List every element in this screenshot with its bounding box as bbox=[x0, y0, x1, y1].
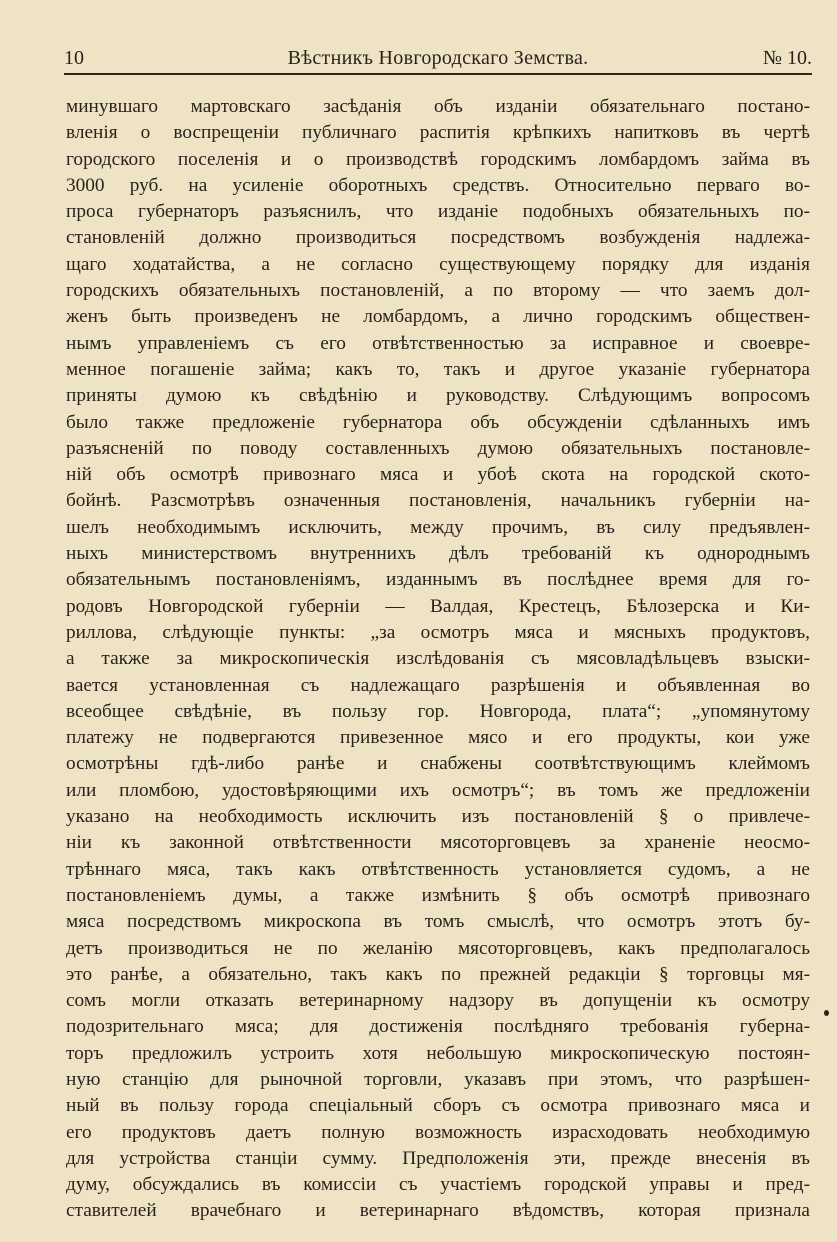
text-line: это ранѣе, а обязательно, такъ какъ по прежней редакціи § торговцы мя- bbox=[66, 963, 810, 985]
text-line: приняты думою къ свѣдѣнію и руководству. Слѣдующимъ вопросомъ bbox=[66, 385, 810, 407]
text-line: родовъ Новгородской губерніи — Валдая, Крестецъ, Бѣлозерска и Ки- bbox=[66, 595, 810, 617]
text-line: городского поселенія и о производствѣ городскимъ ломбардомъ займа въ bbox=[66, 148, 810, 170]
text-line: торъ предложилъ устроить хотя небольшую микроскопическую постоян- bbox=[66, 1042, 810, 1064]
text-line: ній объ осмотрѣ привознаго мяса и убоѣ скота на городской ското- bbox=[66, 464, 810, 486]
page-number: 10 bbox=[64, 47, 84, 69]
text-line: указано на необходимость исключить изъ постановленій § о привлече- bbox=[66, 806, 810, 828]
text-line: ніи къ законной отвѣтственности мясоторговцевъ за храненіе неосмо- bbox=[66, 832, 810, 854]
text-line: минувшаго мартовскаго засѣданія объ изданіи обязательнаго постано- bbox=[66, 96, 810, 117]
text-line: женъ быть произведенъ не ломбардомъ, а лично городскимъ обществен- bbox=[66, 306, 810, 328]
text-line: сомъ могли отказать ветеринарному надзору въ допущеніи къ осмотру bbox=[66, 990, 810, 1012]
text-line: детъ производиться не по желанію мясоторговцевъ, какъ предполагалось bbox=[66, 937, 810, 959]
text-line: городскихъ обязательныхъ постановленій, а по второму — что заемъ дол- bbox=[66, 280, 810, 302]
journal-title: Вѣстникъ Новгородскаго Земства. bbox=[287, 47, 589, 69]
text-line: бойнѣ. Разсмотрѣвъ означенныя постановленія, начальникъ губерніи на- bbox=[66, 490, 810, 512]
body-text bbox=[66, 94, 810, 1225]
running-header bbox=[64, 46, 812, 70]
text-line: шелъ необходимымъ исключить, между прочимъ, въ силу предъявлен- bbox=[66, 516, 810, 538]
text-line: становленій должно производиться посредствомъ возбужденія надлежа- bbox=[66, 227, 810, 249]
text-line: а также за микроскопическія изслѣдованія съ мясовладѣльцевъ взыски- bbox=[66, 648, 810, 670]
text-line: для устройства станціи сумму. Предположенія эти, прежде внесенія въ bbox=[66, 1147, 810, 1169]
text-line: ставителей врачебнаго и ветеринарнаго вѣдомствъ, которая признала bbox=[66, 1200, 810, 1222]
text-line: разъясненій по поводу составленныхъ думою обязательныхъ постановле- bbox=[66, 437, 810, 459]
text-line: риллова, слѣдующіе пункты: „за осмотръ мяса и мясныхъ продуктовъ, bbox=[66, 621, 810, 643]
text-line: было также предложеніе губернатора объ обсужденіи сдѣланныхъ имъ bbox=[66, 411, 810, 433]
text-line: мяса посредствомъ микроскопа въ томъ смыслѣ, что осмотръ этотъ бу- bbox=[66, 911, 810, 933]
text-line: вается установленная съ надлежащаго разрѣшенія и объявленная во bbox=[66, 674, 810, 696]
text-line: проса губернаторъ разъяснилъ, что изданіе подобныхъ обязательныхъ по- bbox=[66, 201, 810, 223]
margin-mark bbox=[824, 1010, 829, 1016]
text-line: платежу не подвергаются привезенное мясо и его продукты, кои уже bbox=[66, 727, 810, 749]
text-line: его продуктовъ даетъ полную возможность израсходовать необходимую bbox=[66, 1121, 810, 1143]
text-line: ный въ пользу города спеціальный сборъ съ осмотра привознаго мяса и bbox=[66, 1095, 810, 1117]
issue-number: № 10. bbox=[762, 47, 812, 69]
text-line: думу, обсуждались въ комиссіи съ участіемъ городской управы и пред- bbox=[66, 1174, 810, 1196]
text-line: вленія о воспрещеніи публичнаго распитія крѣпкихъ напитковъ въ чертѣ bbox=[66, 122, 810, 144]
text-line: постановленіемъ думы, а также измѣнить § объ осмотрѣ привознаго bbox=[66, 884, 810, 906]
text-line: трѣннаго мяса, такъ какъ отвѣтственность установляется судомъ, а не bbox=[66, 858, 810, 880]
text-line: менное погашеніе займа; какъ то, такъ и другое указаніе губернатора bbox=[66, 358, 810, 380]
text-line: щаго ходатайства, а не согласно существующему порядку для изданія bbox=[66, 253, 810, 275]
text-line: всеобщее свѣдѣніе, въ пользу гор. Новгорода, плата“; „упомянутому bbox=[66, 700, 810, 722]
text-line: подозрительнаго мяса; для достиженія послѣдняго требованія губерна- bbox=[66, 1016, 810, 1038]
text-line: обязательнымъ постановленіямъ, изданнымъ въ послѣднее время для го- bbox=[66, 569, 810, 591]
text-line: 3000 руб. на усиленіе оборотныхъ средствъ. Относительно перваго во- bbox=[66, 174, 810, 196]
text-line: или пломбою, удостовѣряющими ихъ осмотръ“; въ томъ же предложеніи bbox=[66, 779, 810, 801]
text-line: осмотрѣны гдѣ-либо ранѣе и снабжены соотвѣтствующимъ клеймомъ bbox=[66, 753, 810, 775]
text-line: ныхъ министерствомъ внутреннихъ дѣлъ требованій къ однороднымъ bbox=[66, 543, 810, 565]
text-line: нымъ управленіемъ съ его отвѣтственностью за исправное и своевре- bbox=[66, 332, 810, 354]
text-line: ную станцію для рыночной торговли, указавъ при этомъ, что разрѣшен- bbox=[66, 1068, 810, 1090]
header-rule bbox=[64, 73, 812, 75]
